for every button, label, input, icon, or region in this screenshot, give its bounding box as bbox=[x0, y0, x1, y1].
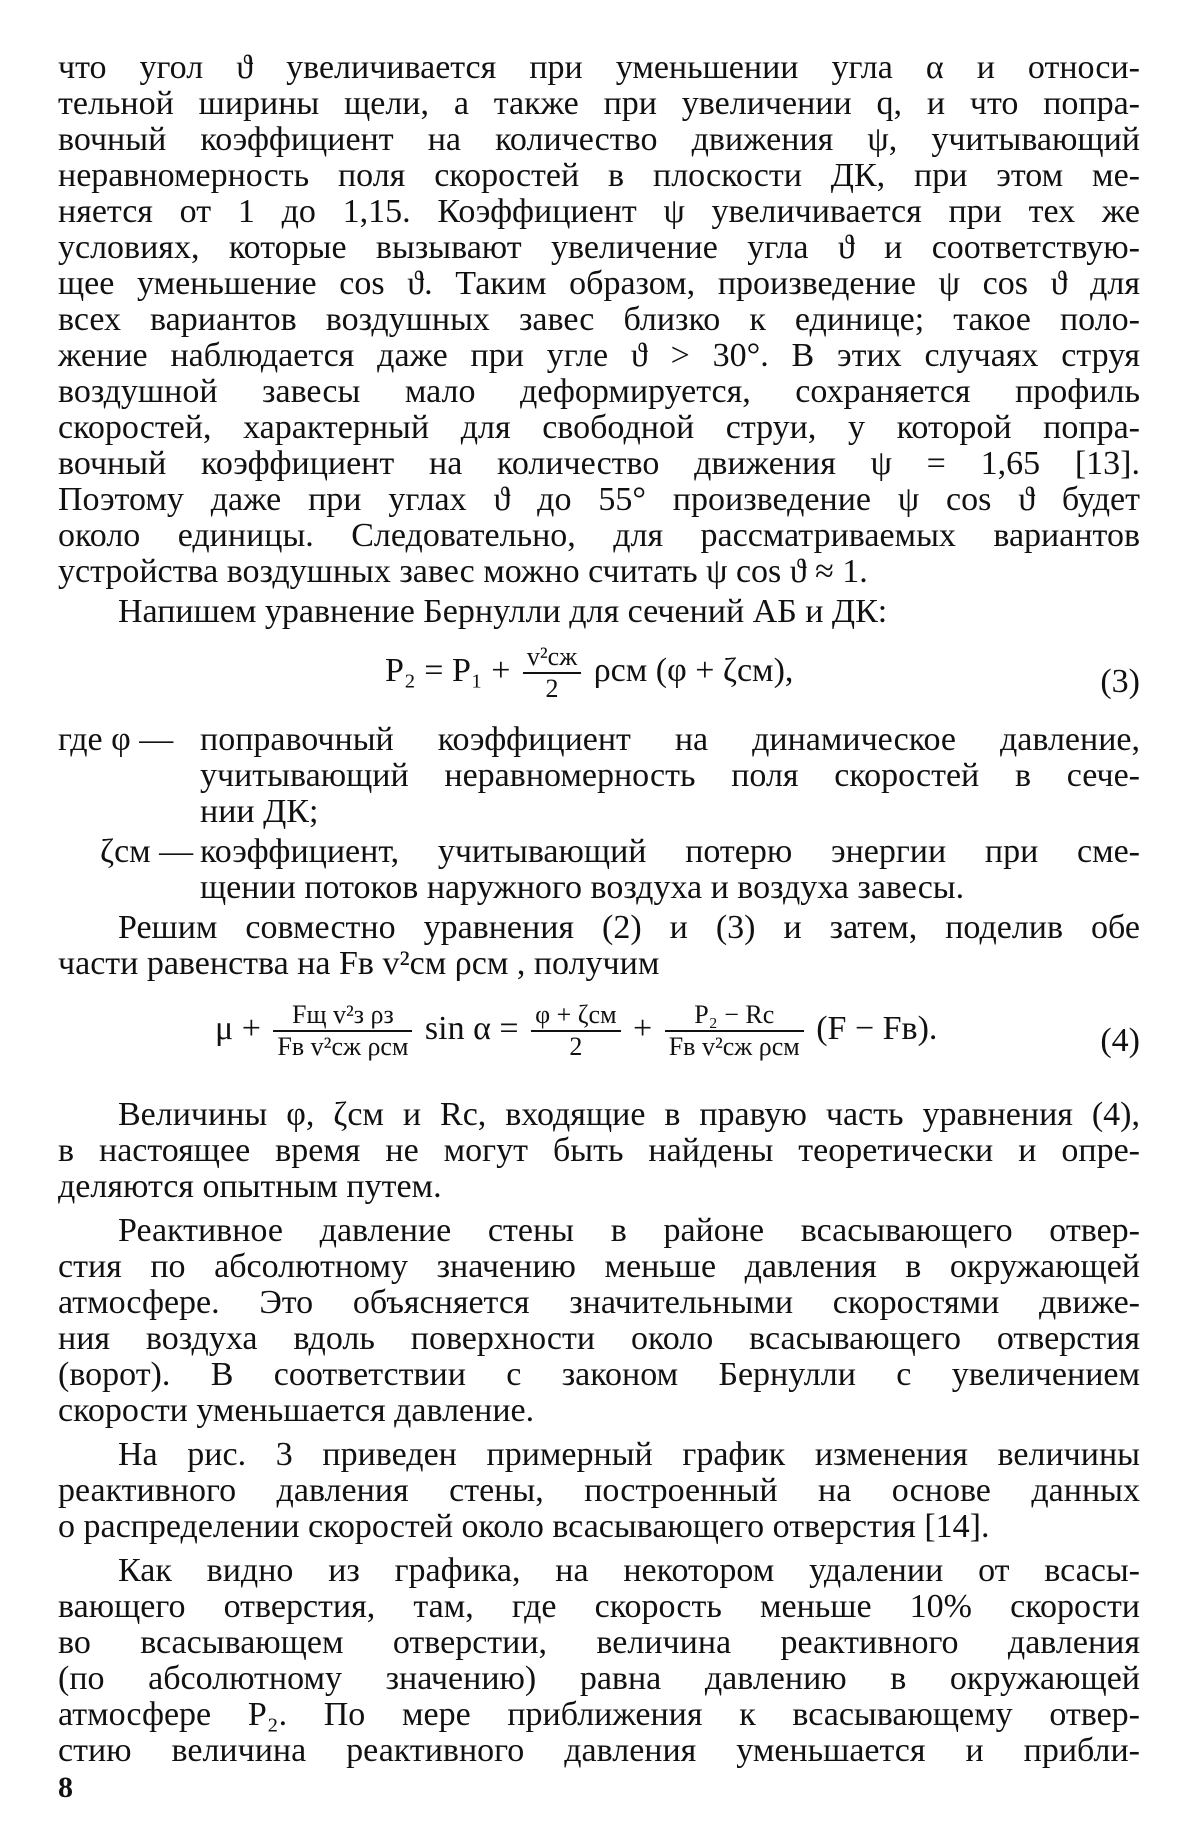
equation-4-fraction-2 bbox=[531, 1000, 620, 1062]
text-line: устройства воздушных завес можно считать ψ cos ϑ ≈ 1. bbox=[58, 553, 868, 590]
text-line: условиях, которые вызывают увеличение угла ϑ и соответствую- bbox=[58, 229, 1140, 266]
text-line: няется от 1 до 1,15. Коэффициент ψ увеличивается при тех же bbox=[58, 193, 1140, 230]
text-line: атмосфере. Это объясняется значительными скоростями движе- bbox=[58, 1284, 1140, 1321]
text-line: скоростей, характерный для свободной струи, у которой попра- bbox=[58, 409, 1140, 446]
text-line: стия по абсолютному значению меньше давления в окружающей bbox=[58, 1248, 1140, 1285]
text-line: части равенства на Fв v²см ρсм , получим bbox=[58, 945, 660, 982]
definition-text: учитывающий неравномерность поля скоростей в сече- bbox=[200, 757, 1140, 794]
equation-3-lhs: P₂ = P₁ + bbox=[385, 651, 511, 689]
text-line: воздушной завесы мало деформируется, сохраняется профиль bbox=[58, 373, 1140, 410]
text-line: вочный коэффициент на количество движения ψ, учитывающий bbox=[58, 121, 1140, 158]
text-line: вочный коэффициент на количество движения ψ = 1,65 [13]. bbox=[58, 445, 1140, 482]
definition-label-phi: где φ — bbox=[58, 721, 174, 758]
definition-text: щении потоков наружного воздуха и воздуха завесы. bbox=[200, 869, 965, 906]
equation-4-fraction-1 bbox=[273, 1000, 412, 1062]
text-line: деляются опытным путем. bbox=[58, 1168, 442, 1205]
text-line: вающего отверстия, там, где скорость меньше 10% скорости bbox=[58, 1588, 1140, 1625]
equation-4-fraction-1-numerator: Fщ v²з ρз bbox=[273, 1000, 412, 1032]
text-line: около единицы. Следовательно, для рассматриваемых вариантов bbox=[58, 517, 1140, 554]
text-line: атмосфере P₂. По мере приближения к всасывающему отвер- bbox=[58, 1696, 1140, 1733]
text-line: (по абсолютному значению) равна давлению в окружающей bbox=[58, 1660, 1140, 1697]
equation-4 bbox=[215, 1000, 937, 1062]
equation-4-mu: μ + bbox=[215, 1009, 261, 1047]
equation-4-number: (4) bbox=[1100, 1022, 1140, 1059]
equation-4-fraction-3 bbox=[665, 1000, 804, 1062]
text-line: Решим совместно уравнения (2) и (3) и затем, поделив обе bbox=[118, 909, 1140, 946]
text-line: неравномерность поля скоростей в плоскости ДК, при этом ме- bbox=[58, 157, 1140, 194]
text-line: скорости уменьшается давление. bbox=[58, 1392, 535, 1429]
definition-label-zeta: ζсм — bbox=[100, 833, 194, 870]
definition-text: коэффициент, учитывающий потерю энергии при сме- bbox=[200, 833, 1140, 870]
equation-4-tail: (F − Fв). bbox=[816, 1009, 938, 1047]
text-line: щее уменьшение cos ϑ. Таким образом, произведение ψ cos ϑ для bbox=[58, 265, 1140, 302]
text-line: (ворот). В соответствии с законом Бернулли с увеличением bbox=[58, 1356, 1140, 1393]
text-line: Реактивное давление стены в районе всасывающего отвер- bbox=[118, 1212, 1140, 1249]
text-line: реактивного давления стены, построенный на основе данных bbox=[58, 1472, 1140, 1509]
text-line: что угол ϑ увеличивается при уменьшении угла α и относи- bbox=[58, 49, 1140, 86]
text-line: На рис. 3 приведен примерный график изменения величины bbox=[118, 1436, 1140, 1473]
text-line: жение наблюдается даже при угле ϑ > 30°. В этих случаях струя bbox=[58, 337, 1140, 374]
text-line: Величины φ, ζсм и Rс, входящие в правую часть уравнения (4), bbox=[118, 1096, 1140, 1133]
text-line: всех вариантов воздушных завес близко к единице; такое поло- bbox=[58, 301, 1140, 338]
equation-3-fraction bbox=[523, 642, 581, 704]
bernoulli-intro: Напишем уравнение Бернулли для сечений АБ и ДК: bbox=[118, 593, 888, 630]
text-line: Как видно из графика, на некотором удалении от всасы- bbox=[118, 1552, 1140, 1589]
equation-4-fraction-3-denominator: Fв v²сж ρсм bbox=[668, 1032, 800, 1061]
equation-3-rhs: ρсм (φ + ζсм), bbox=[593, 651, 794, 689]
text-line: во всасывающем отверстии, величина реактивного давления bbox=[58, 1624, 1140, 1661]
text-line: о распределении скоростей около всасывающего отверстия [14]. bbox=[58, 1508, 990, 1545]
equation-4-fraction-2-numerator: φ + ζсм bbox=[531, 1000, 620, 1032]
equation-4-fraction-1-denominator: Fв v²сж ρсм bbox=[277, 1032, 409, 1061]
text-line: стию величина реактивного давления уменьшается и прибли- bbox=[58, 1732, 1140, 1769]
text-line: в настоящее время не могут быть найдены теоретически и опре- bbox=[58, 1132, 1140, 1169]
definition-text: поправочный коэффициент на динамическое давление, bbox=[200, 721, 1140, 758]
equation-4-plus: + bbox=[633, 1009, 653, 1047]
text-line: тельной ширины щели, а также при увеличении q, и что попра- bbox=[58, 85, 1140, 122]
definition-text: нии ДК; bbox=[200, 793, 319, 830]
equation-3-denominator: 2 bbox=[545, 674, 559, 703]
page-number: 8 bbox=[58, 1771, 73, 1804]
equation-4-fraction-2-denominator: 2 bbox=[569, 1032, 583, 1061]
equation-4-fraction-3-numerator: P₂ − Rс bbox=[665, 1000, 804, 1032]
equation-4-sin: sin α = bbox=[424, 1009, 519, 1047]
text-line: ния воздуха вдоль поверхности около всасывающего отверстия bbox=[58, 1320, 1140, 1357]
text-line: Поэтому даже при углах ϑ до 55° произведение ψ cos ϑ будет bbox=[58, 481, 1140, 518]
equation-3-numerator: v²сж bbox=[523, 642, 581, 674]
equation-3-number: (3) bbox=[1100, 663, 1140, 700]
equation-3 bbox=[385, 642, 793, 704]
